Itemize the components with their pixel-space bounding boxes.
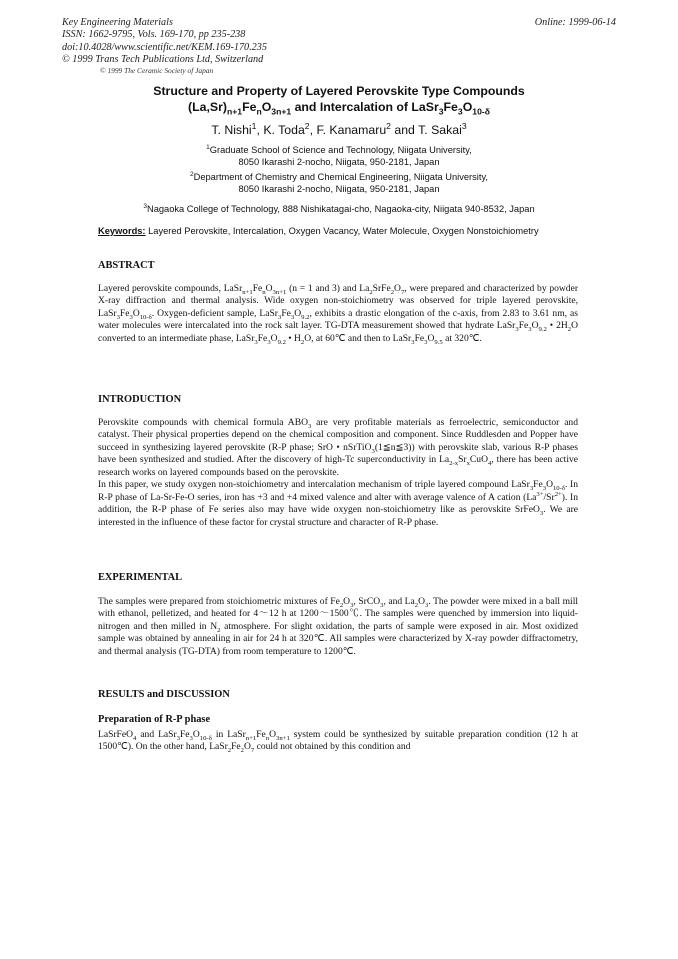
- author-affil-mark: 2: [386, 120, 391, 131]
- paper-title: [60, 84, 618, 115]
- issn-line: ISSN: 1662-9795, Vols. 169-170, pp 235-238: [62, 29, 246, 41]
- journal-header: [62, 17, 267, 67]
- author-name: F. Kanamaru: [316, 123, 387, 137]
- introduction-heading: INTRODUCTION: [98, 394, 182, 405]
- experimental-text: The samples were prepared from stoichiometric mixtures of $Fe_2O_3$, SrCO$_3$, and $La_2O_3$. The powder were mixed in a ball mill with ethanol, pelletized, and heated for 4～12 h at 1200～1500℃. The samples were quenched by immersion into liquid-nitrogen and then milled in $N_2$ atmosphere. For slight oxidation, the parts of sample were exposed in air. Most oxidized sample was obtained by annealing in air for 24 h at 320℃. All samples were characterized by X-ray powder diffractometry, and thermal analysis (TG-DTA) from room temperature to 1200℃.: [98, 596, 578, 657]
- author-name: T. Sakai: [418, 123, 462, 137]
- society-copyright: © 1999 The Ceramic Society of Japan: [100, 66, 214, 75]
- abstract-text: Layered perovskite compounds, $LaSr_{n+1}Fe_nO_{3n+1}$ (n = 1 and 3) and $La_2SrFe_2O_7$, were prepared and characterized by powder X-ray diffraction and thermal analysis. Wide oxygen non-stoichiometry was observed for triple layered perovskite, $LaSr_3Fe_3O_{10-\delta}$. Oxygen-deficient sample, $LaSr_3Fe_3O_{9.2}$, exhibits a drastic elongation of the c-axis, from 2.83 to 3.61 nm, as water molecules were intercalated into the rock salt layer. TG-DTA measurement showed that hydrate $LaSr_3Fe_3O_{9.2}$ • $2H_2O$ converted to an intermediate phase, $LaSr_3Fe_3O_{9.2}$ • $H_2O$, at 60℃ and then to $LaSr_3Fe_3O_{9.5}$ at 320℃.: [98, 283, 578, 346]
- affiliation-3: $^3$Nagaoka College of Technology, 888 Nishikatagai-cho, Nagaoka-city, Niigata 940-8532, Japan: [143, 202, 535, 214]
- keywords-text: Layered Perovskite, Intercalation, Oxygen Vacancy, Water Molecule, Oxygen Nonstoichiometry: [148, 226, 539, 236]
- experimental-heading: EXPERIMENTAL: [98, 572, 183, 583]
- online-date: Online: 1999-06-14: [534, 17, 616, 28]
- author-affil-mark: 3: [461, 120, 467, 131]
- introduction-text: [98, 417, 578, 529]
- introduction-paragraph-1: Perovskite compounds with chemical formula $ABO_3$ are very profitable materials as ferroelectric, semiconductor and catalyst. Their physical properties depend on the chemical composition and component. Since Ruddlesden and Popper have succeed in synthesizing layered perovskite (R-P phase; SrO • nSrTiO$_3$(1≦n≦3)) with perovskite slab, various R-P phases have been synthesized and studied. After the discovery of high-Tc superconductivity in $La_{2-x}Sr_xCuO_4$, there has been active research works on layered compounds based on the perovskite.: [98, 417, 578, 478]
- affiliation-1: $^1$Graduate School of Science and Technology, Niigata University, 8050 Ikarashi 2-nocho, Niigata, 950-2181, Japan: [206, 143, 472, 167]
- author-affil-mark: 2: [304, 120, 310, 131]
- author-name: K. Toda: [263, 123, 305, 137]
- subsection-heading: Preparation of R-P phase: [98, 714, 211, 725]
- affiliation-2: $^2$Department of Chemistry and Chemical Engineering, Niigata University, 8050 Ikarashi 2-nocho, Niigata, 950-2181, Japan: [190, 170, 488, 194]
- doi-line: doi:10.4028/www.scientific.net/KEM.169-170.235: [62, 41, 267, 53]
- author-affil-mark: 1: [251, 120, 257, 131]
- journal-name: Key Engineering Materials: [62, 17, 173, 28]
- title-line-1: Structure and Property of Layered Perovskite Type Compounds: [153, 84, 525, 98]
- results-text: LaSrFeO$_4$ and $LaSr_3Fe_3O_{10-\delta}$ in $LaSr_{n+1}Fe_nO_{3n+1}$ system could be synthesized by suitable preparation condition (12 h at 1500℃). On the other hand, $LaSr_2Fe_2O_7$ could not obtained by this condition and: [98, 729, 578, 755]
- abstract-heading: ABSTRACT: [98, 260, 155, 271]
- introduction-paragraph-2: In this paper, we study oxygen non-stoichiometry and intercalation mechanism of triple layered compound $LaSr_3Fe_3O_{10-\delta}$. In R-P phase of La-Sr-Fe-O series, iron has +3 and +4 mixed valence and alter with average valence of A cation $(La^{3+}/Sr^{2+})$. In addition, the R-P phase of Fe series also may have wide oxygen non-stoichiometry like as perovskite SrFeO$_3$. We are interested in the influence of these factor for crystal structure and character of R-P phase.: [98, 479, 579, 528]
- author-name: T. Nishi: [211, 123, 252, 137]
- results-heading: RESULTS and DISCUSSION: [98, 689, 230, 700]
- keywords: [98, 226, 576, 238]
- copyright-line: © 1999 Trans Tech Publications Ltd, Switzerland: [62, 54, 264, 66]
- author-list: T. Nishi$^1$, K. Toda$^2$, F. Kanamaru$^2$ and T. Sakai$^3$: [211, 120, 467, 137]
- keywords-label: Keywords:: [98, 226, 146, 236]
- title-line-2: $(La,Sr)_{n+1}Fe_nO_{3n+1}$ and Intercalation of $LaSr_3Fe_3O_{10-\delta}$: [188, 99, 490, 116]
